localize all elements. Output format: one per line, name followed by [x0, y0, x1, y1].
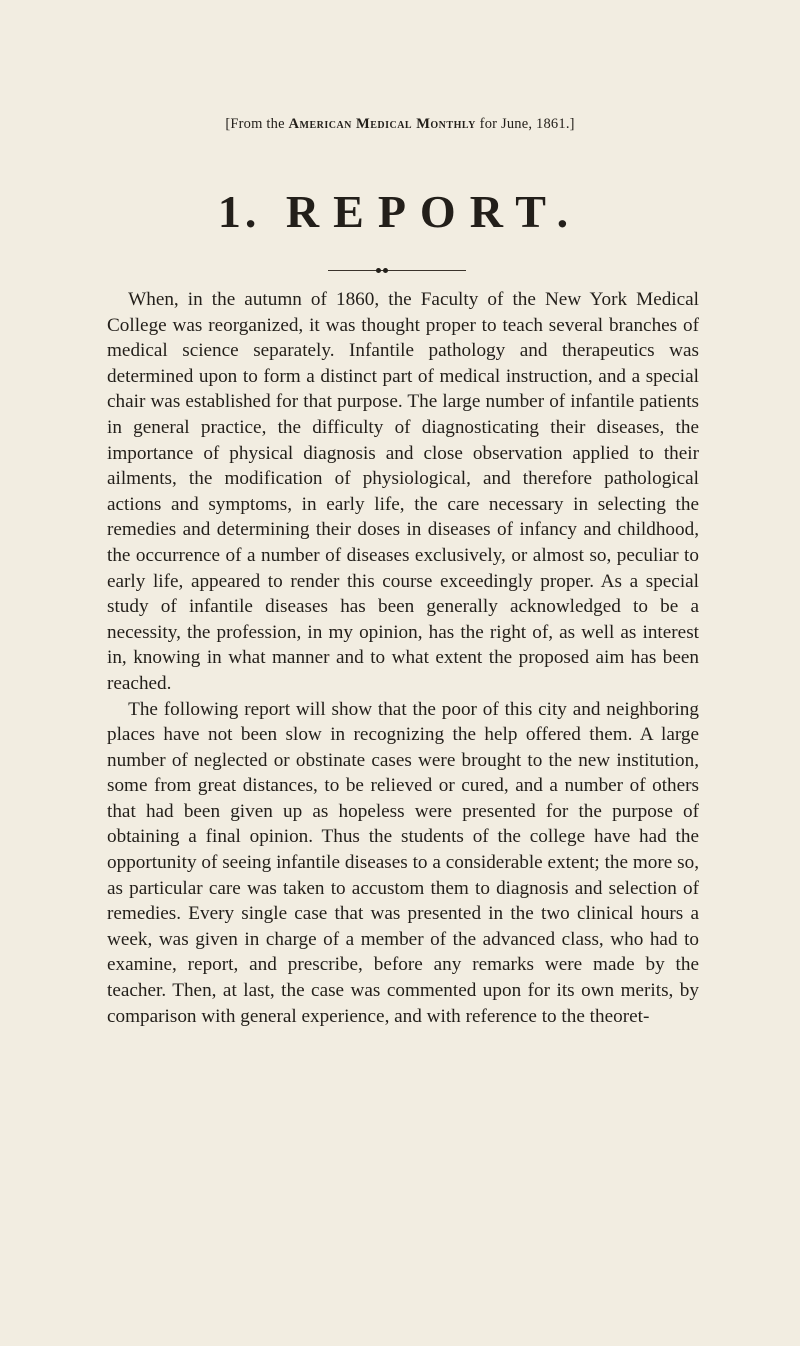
journal-name: American Medical Monthly — [288, 116, 476, 132]
divider-dot — [376, 268, 381, 273]
report-body — [107, 287, 699, 1029]
source-suffix: for June, 1861.] — [475, 116, 575, 132]
heading-number: 1. — [217, 186, 261, 237]
divider-dot — [383, 268, 388, 273]
ornamental-divider — [328, 268, 466, 274]
source-citation — [0, 116, 800, 133]
paragraph: When, in the autumn of 1860, the Faculty of the New York Medical College was reorganized, it was thought proper to teach several branches of medical science separately. Infantile pathology and therapeutics was determined upon to form a distinct part of medical instruction, and a special chair was established for that purpose. The large number of infantile patients in general practice, the difficulty of diagnosticating their diseases, the importance of physical diagnosis and close observation applied to their ailments, the modification of physiological, and therefore pathological actions and symptoms, in early life, the care necessary in selecting the remedies and determining their doses in diseases of infancy and childhood, the occurrence of a number of diseases exclusively, or almost so, peculiar to early life, appeared to render this course exceedingly proper. As a special study of infantile diseases has been generally acknowledged to be a necessity, the profession, in my opinion, has the right of, as well as interest in, knowing in what manner and to what extent the proposed aim has been reached. — [107, 289, 699, 694]
heading-title: REPORT. — [285, 186, 583, 237]
source-prefix: [From the — [225, 116, 289, 132]
report-heading — [0, 184, 800, 240]
divider-line — [328, 270, 466, 271]
paragraph: The following report will show that the poor of this city and neighboring places have not been slow in recognizing the help offered them. A large number of neglected or obstinate cases were brought to the new institution, some from great distances, to be relieved or cured, and a number of others that had been given up as hopeless were presented for the purpose of obtaining a final opinion. Thus the students of the college have had the opportunity of seeing infantile diseases to a considerable extent; the more so, as particular care was taken to accustom them to diagnosis and selection of remedies. Every single case that was presented in the two clinical hours a week, was given in charge of a member of the advanced class, who had to examine, report, and prescribe, before any remarks were made by the teacher. Then, at last, the case was commented upon for its own merits, by comparison with general experience, and with reference to the theoret- — [107, 698, 699, 1027]
